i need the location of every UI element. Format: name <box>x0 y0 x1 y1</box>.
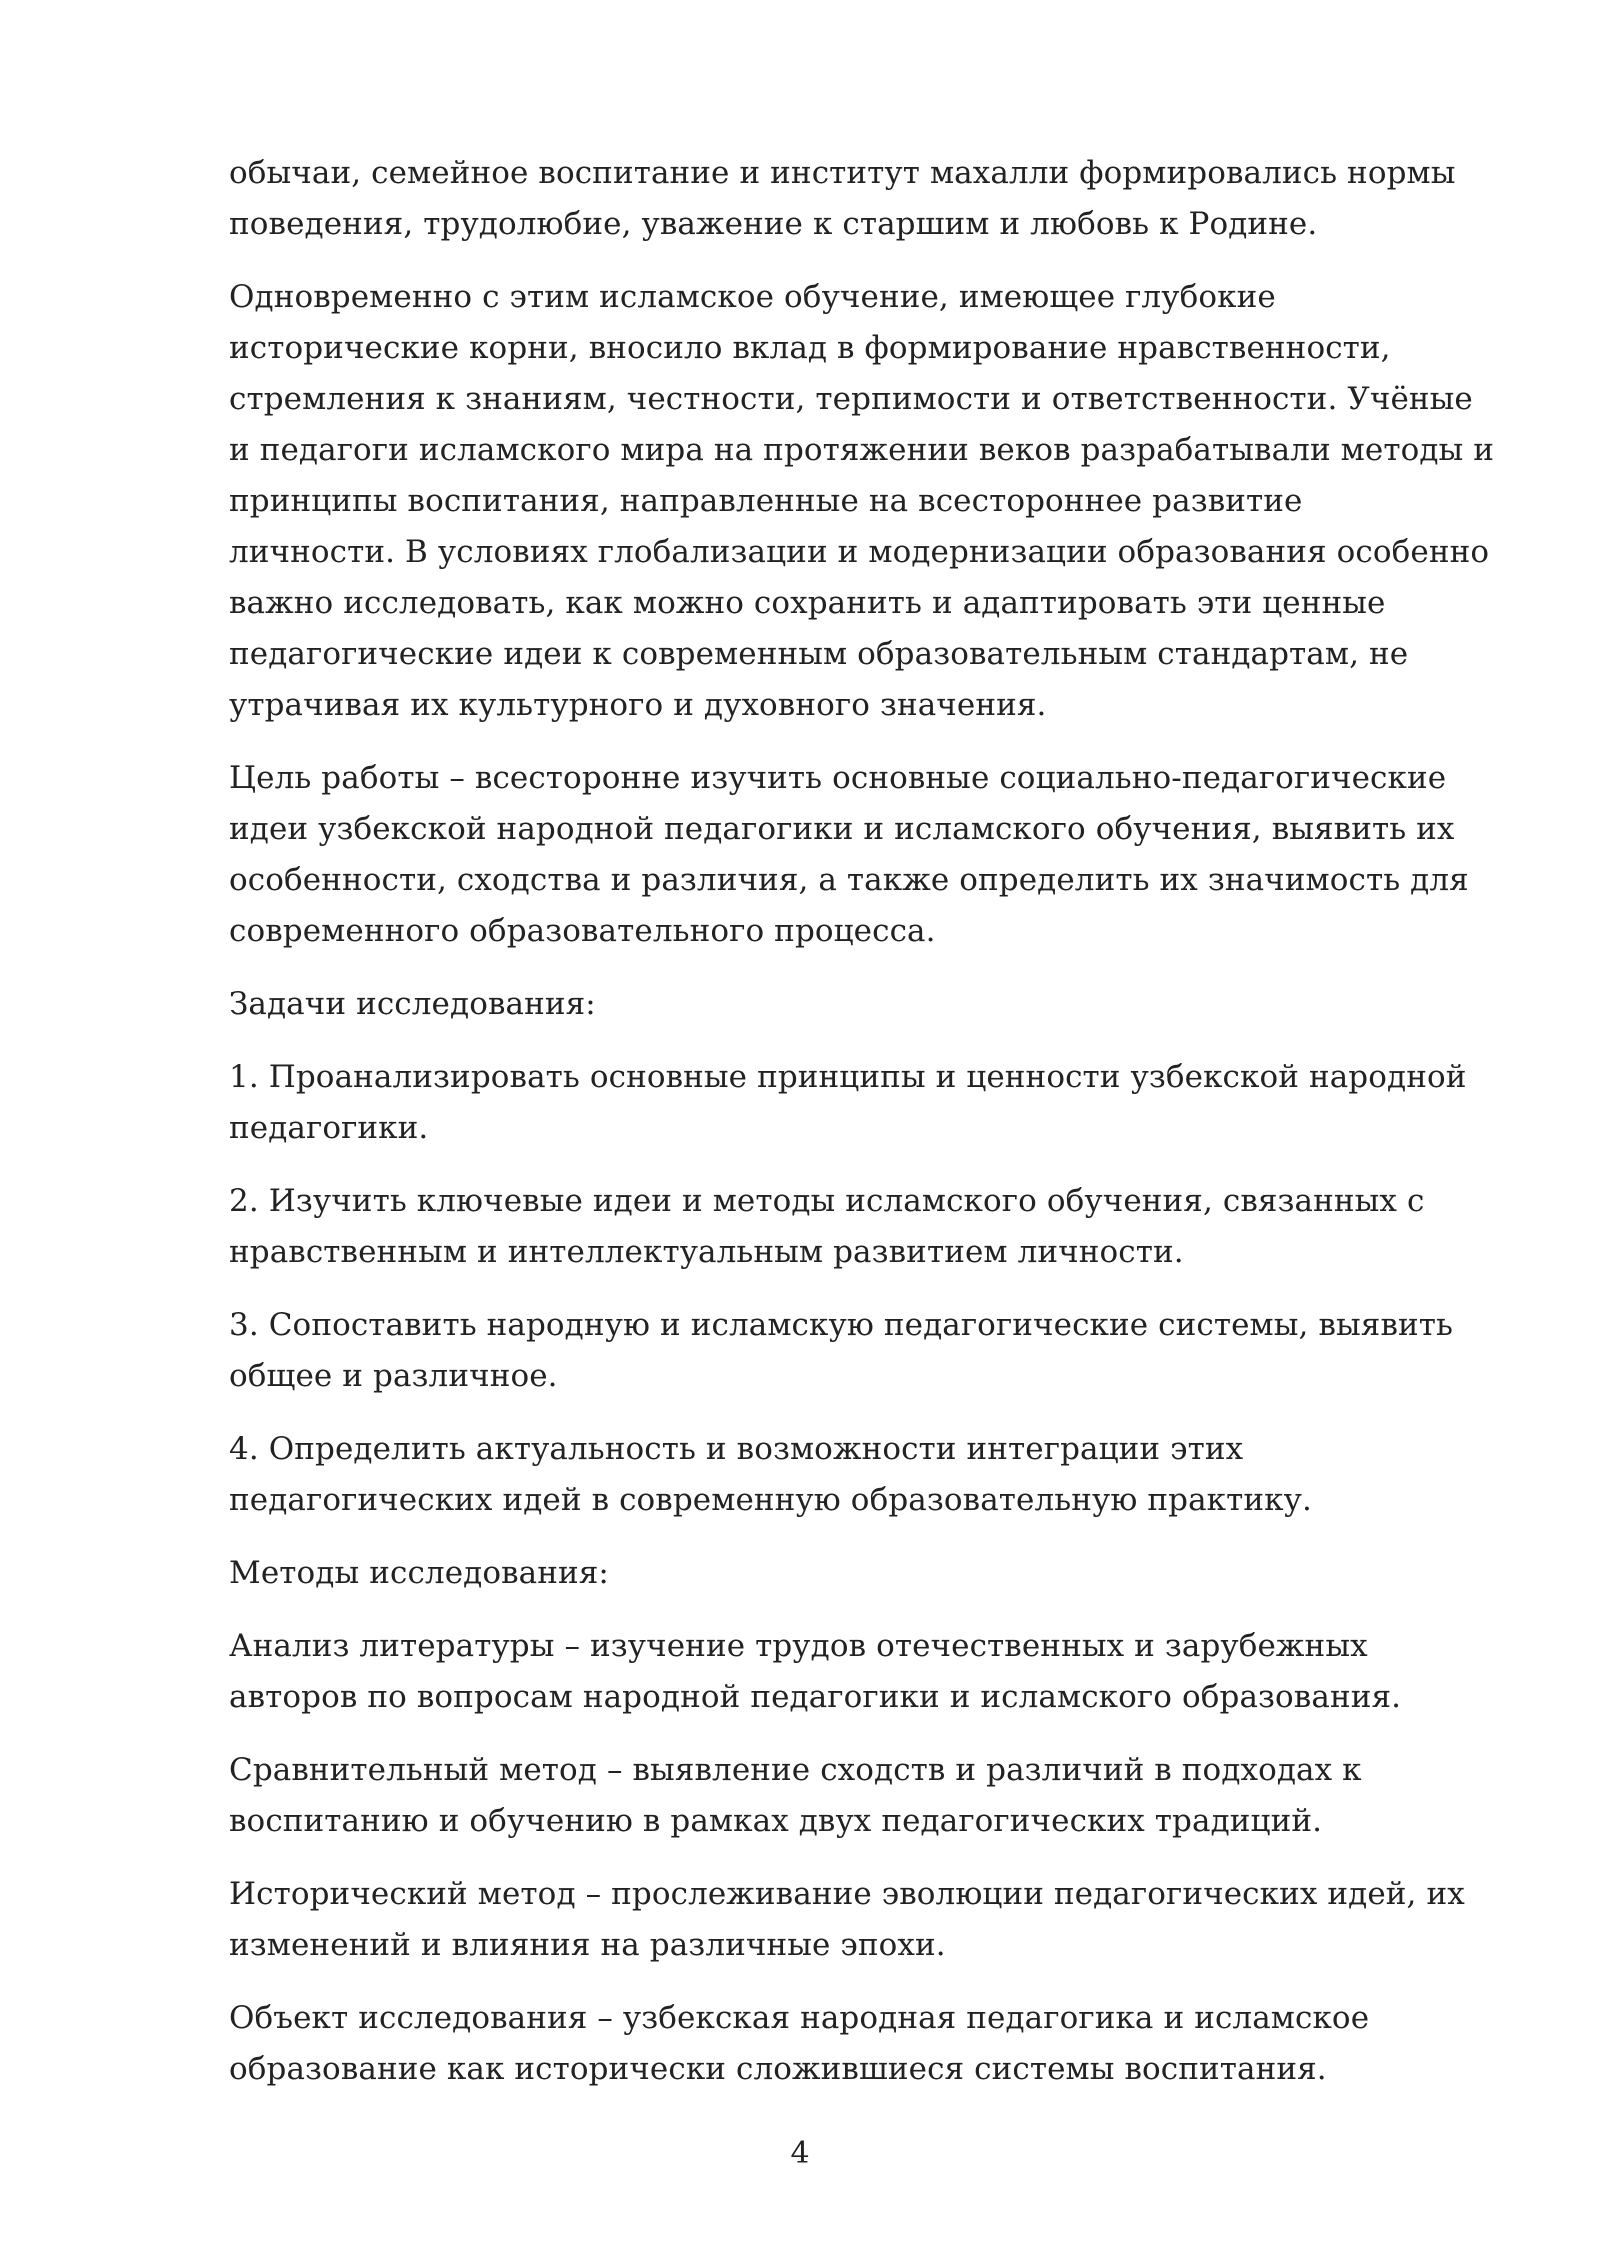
heading-research-tasks: Задачи исследования: <box>229 986 596 1022</box>
task-item-1: 1. Проанализировать основные принципы и ценности узбекской народной педагогики. <box>229 1059 1467 1146</box>
method-comparative: Сравнительный метод – выявление сходств и различий в подходах к воспитанию и обучению в рамках двух педагогических традиций. <box>229 1752 1362 1839</box>
method-literature-analysis: Анализ литературы – изучение трудов отечественных и зарубежных авторов по вопросам народной педагогики и исламского образования. <box>229 1628 1402 1715</box>
task-item-2: 2. Изучить ключевые идеи и методы исламского обучения, связанных с нравственным и интеллектуальным развитием личности. <box>229 1183 1425 1270</box>
page-body <box>229 148 1529 2117</box>
paragraph-goal: Цель работы – всесторонне изучить основные социально-педагогические идеи узбекской народной педагогики и исламского обучения, выявить их особенности, сходства и различия, а также определить их значимость для современного образовательного процесса. <box>229 760 1469 949</box>
paragraph-research-object: Объект исследования – узбекская народная педагогика и исламское образование как исторически сложившиеся системы воспитания. <box>229 2000 1370 2087</box>
page-number: 4 <box>790 2136 810 2171</box>
heading-research-methods: Методы исследования: <box>229 1555 609 1591</box>
task-item-4: 4. Определить актуальность и возможности интеграции этих педагогических идей в современную образовательную практику. <box>229 1431 1312 1518</box>
method-historical: Исторический метод – прослеживание эволюции педагогических идей, их изменений и влияния на различные эпохи. <box>229 1876 1465 1963</box>
task-item-3: 3. Сопоставить народную и исламскую педагогические системы, выявить общее и различное. <box>229 1307 1453 1394</box>
paragraph-islamic-education: Одновременно с этим исламское обучение, имеющее глубокие исторические корни, вносило вклад в формирование нравственности, стремления к знаниям, честности, терпимости и ответственности. Учёные и педагоги исламского мира на протяжении веков разрабатывали методы и принципы воспитания, направленные на всестороннее развитие личности. В условиях глобализации и модернизации образования особенно важно исследовать, как можно сохранить и адаптировать эти ценные педагогические идеи к современным образовательным стандартам, не утрачивая их культурного и духовного значения. <box>229 279 1495 723</box>
paragraph-intro-continuation: обычаи, семейное воспитание и институт махалли формировались нормы поведения, трудолюбие, уважение к старшим и любовь к Родине. <box>229 155 1456 242</box>
